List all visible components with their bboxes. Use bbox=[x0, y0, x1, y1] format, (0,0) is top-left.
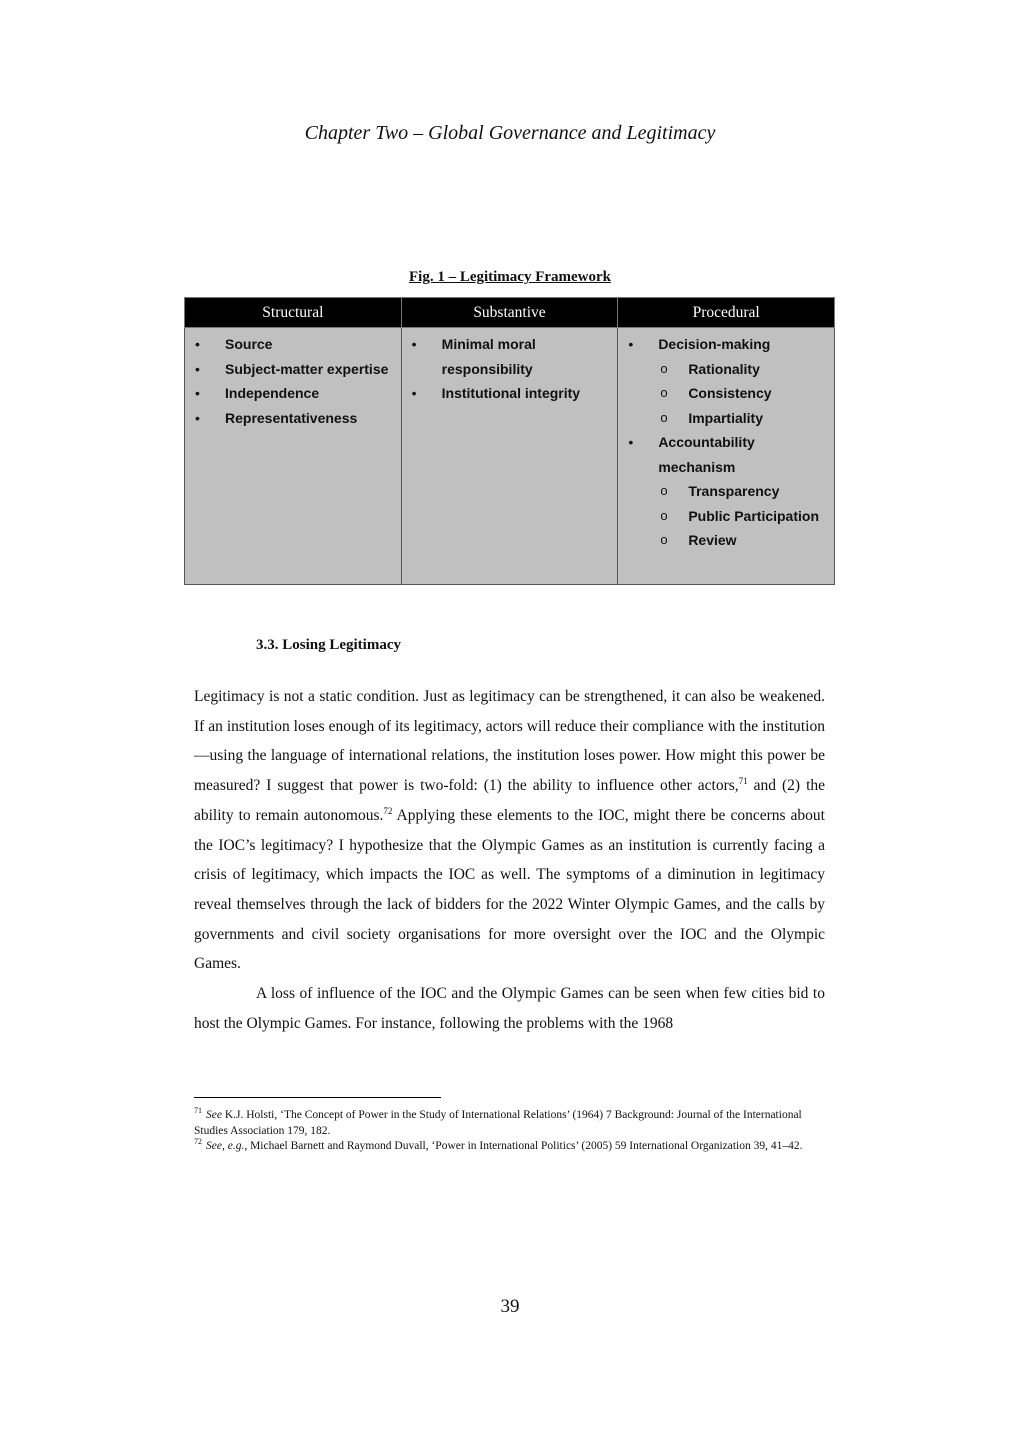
body-text bbox=[194, 682, 825, 1038]
footnote-ref-72[interactable]: 72 bbox=[383, 805, 393, 816]
list-item: • Minimal moral responsibility bbox=[410, 332, 614, 381]
procedural-cell bbox=[618, 328, 835, 585]
accountability-sublist bbox=[658, 479, 830, 553]
list-item-label: Decision-making bbox=[658, 336, 771, 352]
decision-making-sublist bbox=[658, 357, 830, 431]
sub-list-item: o Review bbox=[658, 528, 830, 553]
column-header-procedural: Procedural bbox=[618, 298, 835, 328]
footnote-signal: See bbox=[206, 1109, 222, 1121]
list-item: • Source bbox=[193, 332, 397, 357]
list-item bbox=[626, 430, 830, 553]
footnote-separator bbox=[194, 1097, 441, 1098]
footnote bbox=[194, 1139, 834, 1155]
footnote-number: 71 bbox=[194, 1106, 202, 1116]
procedural-list bbox=[626, 332, 830, 553]
sub-list-item: o Rationality bbox=[658, 357, 830, 382]
footnote bbox=[194, 1108, 834, 1139]
list-item: • Institutional integrity bbox=[410, 381, 614, 406]
paragraph-text: Legitimacy is not a static condition. Just as legitimacy can be strengthened, it can also be weakened. If an institution loses enough of its legitimacy, actors will reduce their compliance with the institution—using the language of international relations, the institution loses power. How might this power be measured? I suggest that power is two-fold: (1) the ability to influence other actors, bbox=[194, 688, 825, 795]
list-item bbox=[626, 332, 830, 430]
structural-list bbox=[193, 332, 397, 430]
list-item: • Subject-matter expertise bbox=[193, 357, 397, 382]
footnote-text: Michael Barnett and Raymond Duvall, ‘Power in International Politics’ (2005) 59 International Organization 39, 41–42. bbox=[247, 1140, 803, 1152]
substantive-list bbox=[410, 332, 614, 406]
column-header-substantive: Substantive bbox=[401, 298, 618, 328]
paragraph-text: Applying these elements to the IOC, might there be concerns about the IOC’s legitimacy? I hypothesize that the Olympic Games as an institution is currently facing a crisis of legitimacy, which impacts the IOC as well. The symptoms of a diminution in legitimacy reveal themselves through the lack of bidders for the 2022 Winter Olympic Games, and the calls by governments and civil society organisations for more oversight over the IOC and the Olympic Games. bbox=[194, 806, 825, 973]
figure-title: Fig. 1 – Legitimacy Framework bbox=[408, 269, 612, 285]
sub-list-item: o Impartiality bbox=[658, 406, 830, 431]
paragraph: A loss of influence of the IOC and the Olympic Games can be seen when few cities bid to host the Olympic Games. For instance, following the problems with the 1968 bbox=[194, 985, 825, 1032]
substantive-cell bbox=[401, 328, 618, 585]
chapter-header: Chapter Two – Global Governance and Legitimacy bbox=[304, 122, 716, 144]
list-item-label: Accountability mechanism bbox=[658, 434, 755, 475]
list-item: • Representativeness bbox=[193, 406, 397, 431]
footnote-signal: See, e.g., bbox=[206, 1140, 248, 1152]
footnote-number: 72 bbox=[194, 1137, 202, 1147]
structural-cell bbox=[185, 328, 402, 585]
table-header-row bbox=[185, 298, 835, 328]
column-header-structural: Structural bbox=[185, 298, 402, 328]
legitimacy-framework-table bbox=[184, 297, 835, 585]
sub-list-item: o Consistency bbox=[658, 381, 830, 406]
footnote-ref-71[interactable]: 71 bbox=[738, 775, 748, 786]
paragraph-text: and (2) the ability to remain autonomous. bbox=[194, 777, 826, 824]
page-number: 39 bbox=[500, 1296, 520, 1317]
paragraph bbox=[194, 682, 825, 979]
footnotes bbox=[194, 1108, 834, 1155]
sub-list-item: o Transparency bbox=[658, 479, 830, 504]
section-heading: 3.3. Losing Legitimacy bbox=[256, 637, 401, 653]
footnote-text: K.J. Holsti, ‘The Concept of Power in the Study of International Relations’ (1964) 7 Background: Journal of the International Studies Association 179, 182. bbox=[194, 1109, 802, 1137]
table-body-row bbox=[185, 328, 835, 585]
sub-list-item: o Public Participation bbox=[658, 504, 830, 529]
list-item: • Independence bbox=[193, 381, 397, 406]
